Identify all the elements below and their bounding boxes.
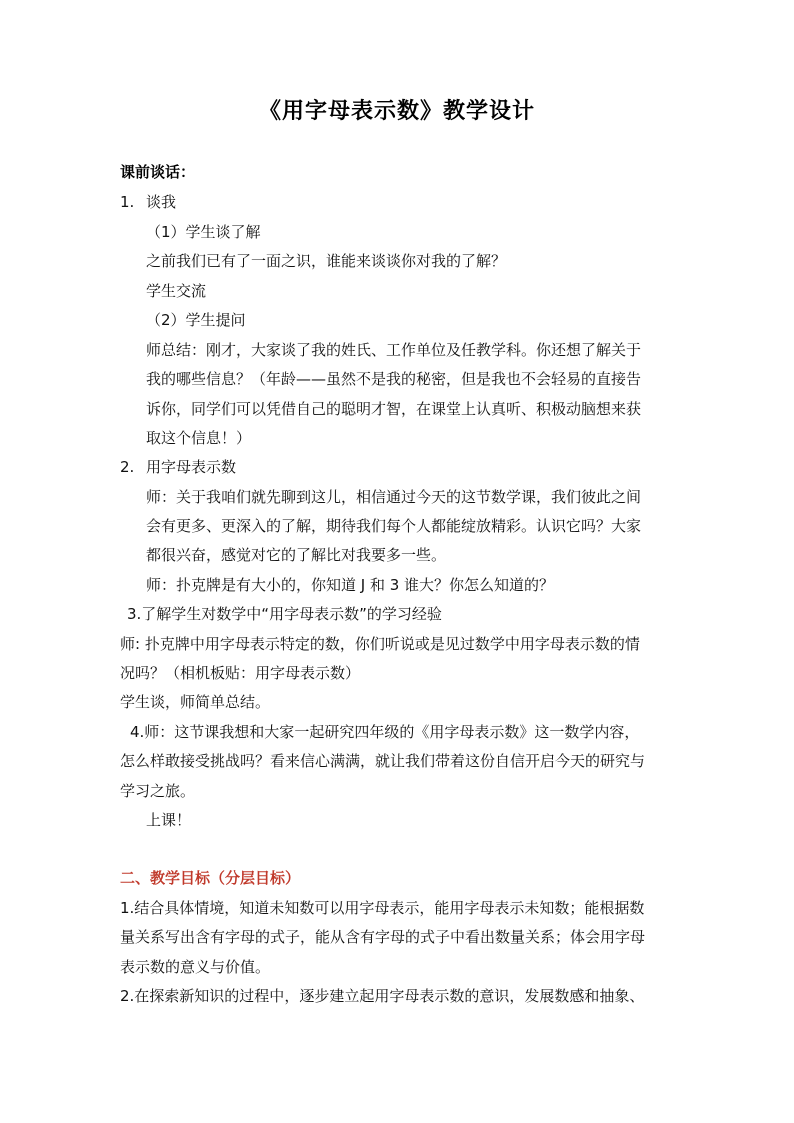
document-title: 《用字母表示数》教学设计	[258, 99, 535, 124]
paragraph-line: 学生谈，师简单总结。	[120, 693, 271, 711]
paragraph-line: 1.结合具体情境，知道未知数可以用字母表示，能用字母表示未知数；能根据数	[120, 899, 645, 917]
list-item-label-talk-about-me: 谈我	[146, 193, 177, 211]
paragraph-line: 师: 扑克牌中用字母表示特定的数，你们听说或是见过数学中用字母表示数的情	[120, 635, 640, 653]
paragraph-line: 表示数的意义与价值。	[120, 958, 271, 976]
paragraph-line: 量关系写出含有字母的式子，能从含有字母的式子中看出数量关系；体会用字母	[120, 928, 646, 946]
paragraph-line: 师：关于我咱们就先聊到这儿，相信通过今天的这节数学课，我们彼此之间	[146, 488, 642, 506]
list-item-label-letters-for-numbers: 用字母表示数	[146, 458, 237, 476]
paragraph-line: 师：扑克牌是有大小的，你知道 J 和 3 谁大？你怎么知道的？	[146, 576, 555, 594]
list-item-number: 2.	[120, 458, 135, 476]
paragraph-line: 况吗？（相机板贴：用字母表示数）	[120, 664, 361, 682]
sub-item-students-ask: （2）学生提问	[146, 311, 246, 329]
section-heading-pre-class-talk: 课前谈话：	[120, 163, 196, 181]
paragraph-line: 怎么样敢接受挑战吗？看来信心满满，就让我们带着这份自信开启今天的研究与	[120, 752, 646, 770]
paragraph-line: 都很兴奋，感觉对它的了解比对我要多一些。	[146, 546, 447, 564]
list-item-number: 1.	[120, 193, 135, 211]
paragraph-line: 诉你，同学们可以凭借自己的聪明才智，在课堂上认真听、积极动脑想来获	[146, 400, 642, 418]
paragraph-line: 4.师：这节课我想和大家一起研究四年级的《用字母表示数》这一数学内容，	[130, 723, 640, 741]
paragraph-line: 我的哪些信息？（年龄——虽然不是我的秘密，但是我也不会轻易的直接告	[146, 370, 642, 388]
paragraph-line: 之前我们已有了一面之识，谁能来谈谈你对我的了解？	[146, 252, 507, 270]
paragraph-line: 学习之旅。	[120, 782, 196, 800]
paragraph-line: 2.在探索新知识的过程中，逐步建立起用字母表示数的意识，发展数感和抽象、	[120, 987, 645, 1005]
section-heading-teaching-goals: 二、教学目标（分层目标）	[120, 869, 301, 887]
paragraph-line-begin-class: 上课！	[146, 811, 192, 829]
sub-item-students-discuss: （1）学生谈了解	[146, 223, 261, 241]
paragraph-line: 取这个信息！）	[146, 429, 252, 447]
paragraph-line: 会有更多、更深入的了解，期待我们每个人都能绽放精彩。认识它吗？大家	[146, 517, 642, 535]
paragraph-line: 学生交流	[146, 282, 207, 300]
paragraph-line: 师总结：刚才，大家谈了我的姓氏、工作单位及任教学科。你还想了解关于	[146, 341, 642, 359]
list-item-label-learning-experience: 3.了解学生对数学中“用字母表示数”的学习经验	[127, 605, 442, 623]
